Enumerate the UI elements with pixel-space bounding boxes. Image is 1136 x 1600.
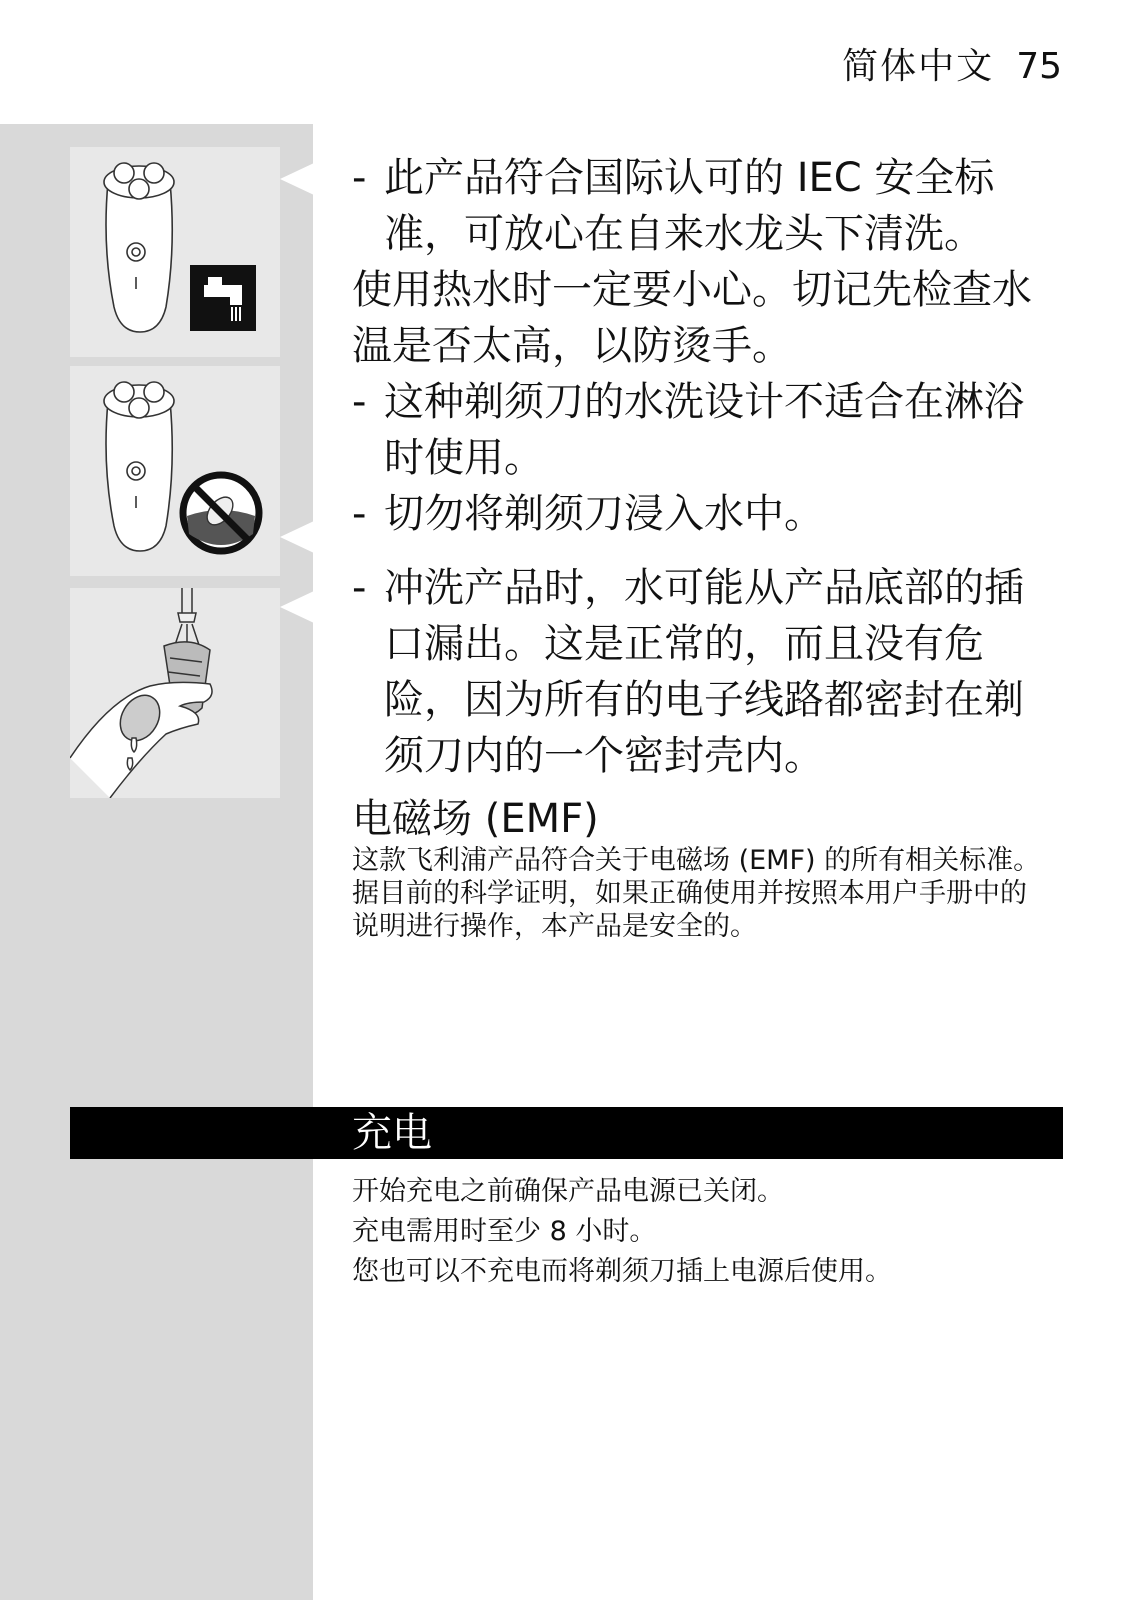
charging-line: 您也可以不充电而将剃须刀插上电源后使用。 [352, 1256, 892, 1287]
bullet-text: 此产品符合国际认可的 IEC 安全标准，可放心在自来水龙头下清洗。 [384, 155, 995, 257]
charging-heading: 充电 [352, 1110, 432, 1156]
shaver-rinse-icon [70, 588, 280, 798]
hot-water-warning: 使用热水时一定要小心。切记先检查水温是否太高，以防烫手。 [352, 267, 1032, 369]
bullet-water-leak [352, 560, 1052, 784]
page-header [842, 38, 1062, 89]
bullet-text: 这种剃须刀的水洗设计不适合在淋浴时使用。 [384, 379, 1024, 481]
figure-pointer [280, 163, 314, 195]
figure-rinse-under-tap [70, 147, 280, 357]
bullet-no-immersion [352, 486, 1052, 542]
charging-line: 开始充电之前确保产品电源已关闭。 [352, 1176, 784, 1207]
main-content [352, 150, 1052, 943]
page-number: 75 [1016, 46, 1062, 87]
emf-text: 这款飞利浦产品符合关于电磁场 (EMF) 的所有相关标准。据目前的科学证明，如果正确使用并按照本用户手册中的说明进行操作，本产品是安全的。 [352, 845, 1041, 942]
figure-water-leak [70, 588, 280, 798]
figure-pointer [280, 521, 314, 553]
shaver-faucet-icon [70, 147, 280, 357]
charging-line: 充电需用时至少 8 小时。 [352, 1216, 657, 1247]
charging-text [352, 1172, 1072, 1292]
section-title-bar [70, 1107, 1063, 1159]
bullet-dash: - [352, 565, 367, 611]
language-label: 简体中文 [842, 46, 995, 87]
figure-pointer [280, 591, 314, 623]
bullet-text: 冲洗产品时，水可能从产品底部的插口漏出。这是正常的，而且没有危险，因为所有的电子线路都密封在剃须刀内的一个密封壳内。 [384, 565, 1024, 779]
bullet-not-shower [352, 374, 1052, 486]
bullet-dash: - [352, 491, 367, 537]
bullet-dash: - [352, 155, 367, 201]
bullet-text: 切勿将剃须刀浸入水中。 [384, 491, 824, 537]
figure-no-immersion [70, 366, 280, 576]
shaver-no-shower-icon [70, 366, 280, 576]
bullet-dash: - [352, 379, 367, 425]
bullet-iec-standard [352, 150, 1052, 262]
emf-heading: 电磁场 (EMF) [352, 796, 599, 842]
